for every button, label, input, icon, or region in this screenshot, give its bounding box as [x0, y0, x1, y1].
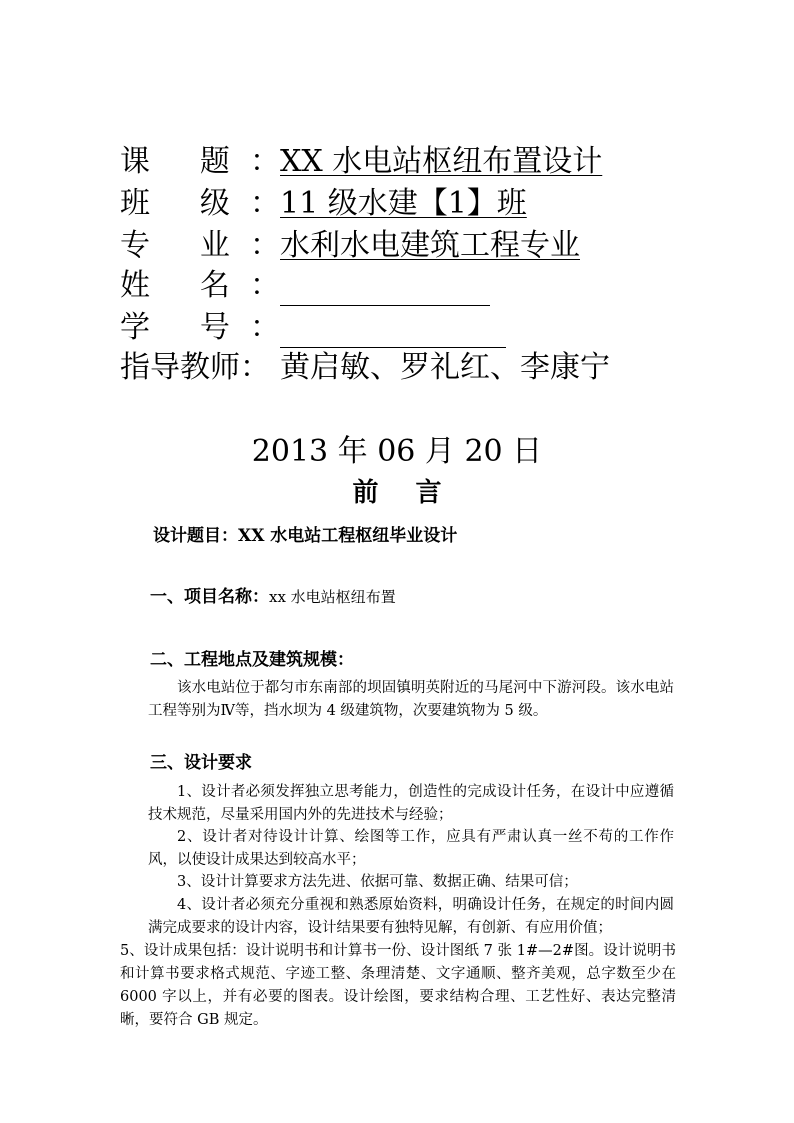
section-project-name	[150, 584, 396, 610]
cover-row-name	[120, 264, 280, 308]
name-blank-line	[280, 305, 490, 306]
cover-date: 2013 年 06 月 20 日	[251, 434, 543, 469]
section-location-body: 该水电站位于都匀市东南部的坝固镇明英附近的马尾河中下游河段。该水电站工程等别为Ⅳ等，挡水坝为 4 级建筑物，次要建筑物为 5 级。	[148, 680, 674, 719]
design-topic: 设计题目：XX 水电站工程枢纽毕业设计	[153, 526, 458, 546]
cover-value-topic: XX 水电站枢纽布置设计	[280, 144, 603, 179]
requirement-item-4: 4、设计者必须充分重视和熟悉原始资料，明确设计任务，在规定的时间内圆满完成要求的设计内容，设计结果要有独特见解，有创新、有应用价值；	[148, 897, 674, 936]
section-project-name-heading: 一、项目名称：	[150, 587, 269, 607]
cover-row-topic	[120, 140, 603, 184]
section-requirements-heading: 三、设计要求	[150, 753, 252, 773]
cover-value-major: 水利水电建筑工程专业	[280, 228, 580, 263]
requirement-item-5: 5、设计成果包括：设计说明书和计算书一份、设计图纸 7 张 1#—2#图。设计说明书和计算书要求格式规范、字迹工整、条理清楚、文字通顺、整齐美观，总字数至少在 6000 字以上，并有必要的图表。设计绘图，要求结构合理、工艺性好、表达完整清晰，要符合 GB 规定。	[120, 943, 676, 1028]
cover-label-name: 姓 名：	[120, 268, 280, 303]
cover-value-advisors: 黄启敏、罗礼红、李康宁	[280, 350, 610, 385]
cover-label-student-id: 学 号：	[120, 310, 280, 345]
preface-title: 前 言	[352, 478, 456, 508]
cover-row-advisors	[120, 346, 610, 390]
cover-row-major	[120, 224, 580, 268]
requirement-item-3: 3、设计计算要求方法先进、依据可靠、数据正确、结果可信；	[177, 874, 578, 890]
cover-row-student-id	[120, 306, 280, 350]
cover-row-class	[120, 182, 527, 226]
section-project-name-value: xx 水电站枢纽布置	[269, 588, 396, 606]
requirement-item-2: 2、设计者对待设计计算、绘图等工作，应具有严肃认真一丝不苟的工作作风，以使设计成果达到较高水平；	[148, 829, 674, 868]
cover-label-advisors: 指导教师：	[120, 350, 270, 385]
section-location-heading: 二、工程地点及建筑规模：	[150, 650, 354, 670]
requirement-item-1: 1、设计者必须发挥独立思考能力，创造性的完成设计任务，在设计中应遵循技术规范，尽量采用国内外的先进技术与经验；	[148, 784, 674, 823]
cover-label-topic: 课 题：	[120, 144, 280, 179]
cover-value-class: 11 级水建【1】班	[280, 186, 527, 221]
cover-label-class: 班 级：	[120, 186, 280, 221]
cover-label-major: 专 业：	[120, 228, 280, 263]
